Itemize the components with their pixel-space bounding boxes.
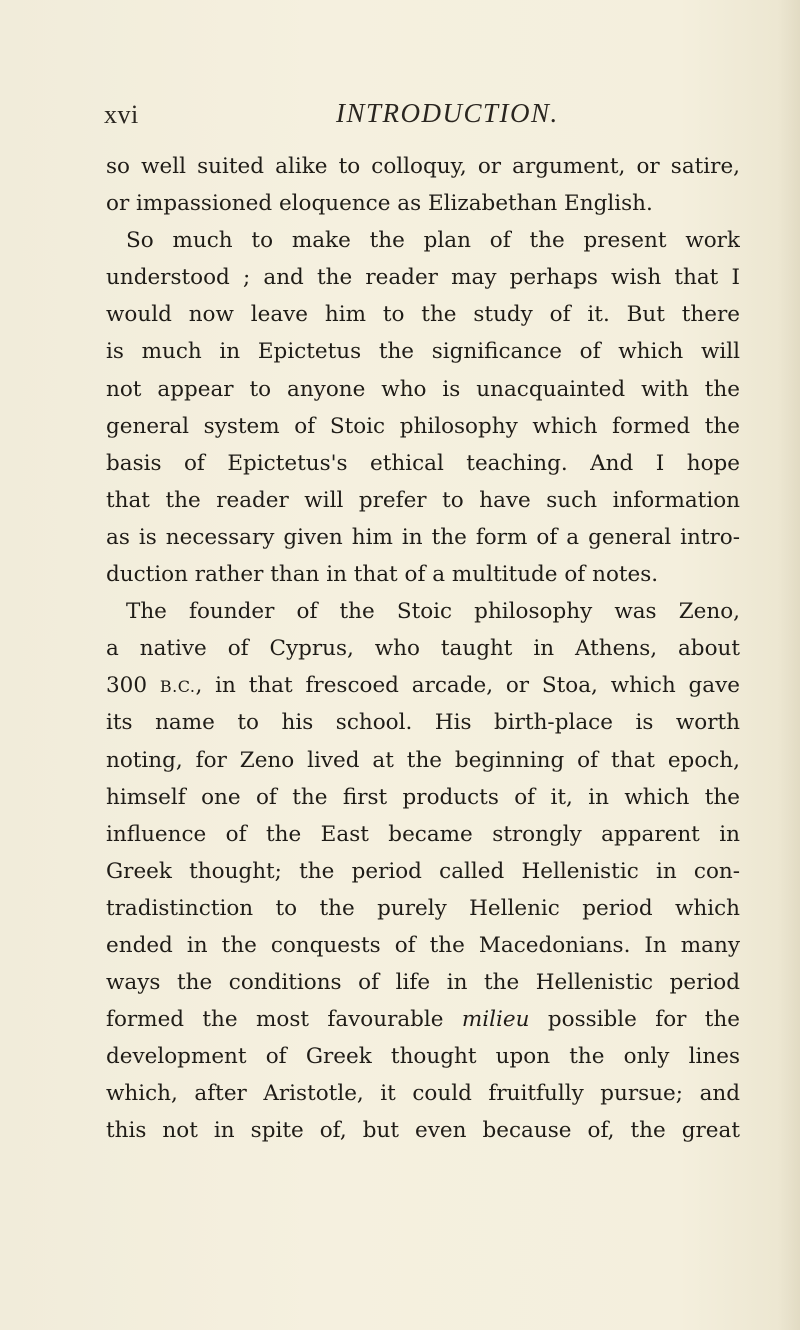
text-line: basis of Epictetus's ethical teaching. And I hope <box>106 450 740 476</box>
running-title: INTRODUCTION. <box>336 98 559 128</box>
text-line: tradistinction to the purely Hellenic period which <box>106 895 740 921</box>
text-line: So much to make the plan of the present work <box>126 228 740 254</box>
text-line: influence of the East became strongly apparent in <box>106 821 740 847</box>
text-run: possible for the <box>529 1007 740 1033</box>
text-line: himself one of the first products of it, in which the <box>106 784 740 810</box>
text-line: ended in the conquests of the Macedonians. In many <box>106 932 740 958</box>
page-number: xvi <box>104 100 139 129</box>
text-run: formed the most favourable <box>106 1007 462 1033</box>
text-line: which, after Aristotle, it could fruitfully pursue; and <box>106 1081 740 1107</box>
text-run: , in that frescoed arcade, or Stoa, which gave <box>195 673 740 699</box>
body-text <box>106 148 740 1150</box>
text-line: duction rather than in that of a multitude of notes. <box>106 562 659 588</box>
text-line: so well suited alike to colloquy, or argument, or satire, <box>106 154 740 179</box>
text-line: is much in Epictetus the significance of which will <box>106 339 740 365</box>
page-edge-shadow <box>778 0 800 1330</box>
small-caps-abbreviation: B.C. <box>159 677 196 697</box>
running-head <box>104 94 704 134</box>
text-line: development of Greek thought upon the only lines <box>106 1044 740 1070</box>
text-line: Greek thought; the period called Hellenistic in con- <box>106 858 740 884</box>
text-line: noting, for Zeno lived at the beginning of that epoch, <box>106 747 740 773</box>
text-line: not appear to anyone who is unacquainted with the <box>106 376 740 402</box>
text-line <box>106 667 740 704</box>
text-line <box>106 1001 740 1038</box>
text-line: its name to his school. His birth-place is worth <box>106 710 740 736</box>
text-line: understood ; and the reader may perhaps wish that I <box>106 265 740 291</box>
text-line: ways the conditions of life in the Hellenistic period <box>106 970 740 996</box>
text-line: this not in spite of, but even because of, the great <box>106 1118 740 1144</box>
text-line: The founder of the Stoic philosophy was Zeno, <box>126 599 740 625</box>
italic-term: milieu <box>461 1007 530 1033</box>
text-line: as is necessary given him in the form of a general intro- <box>106 524 740 550</box>
text-line: that the reader will prefer to have such information <box>106 487 740 513</box>
text-line: would now leave him to the study of it. But there <box>106 302 740 328</box>
text-line: or impassioned eloquence as Elizabethan English. <box>106 191 653 217</box>
text-line: a native of Cyprus, who taught in Athens, about <box>106 636 740 662</box>
text-run: 300 <box>106 673 160 699</box>
text-line: general system of Stoic philosophy which formed the <box>106 413 740 439</box>
